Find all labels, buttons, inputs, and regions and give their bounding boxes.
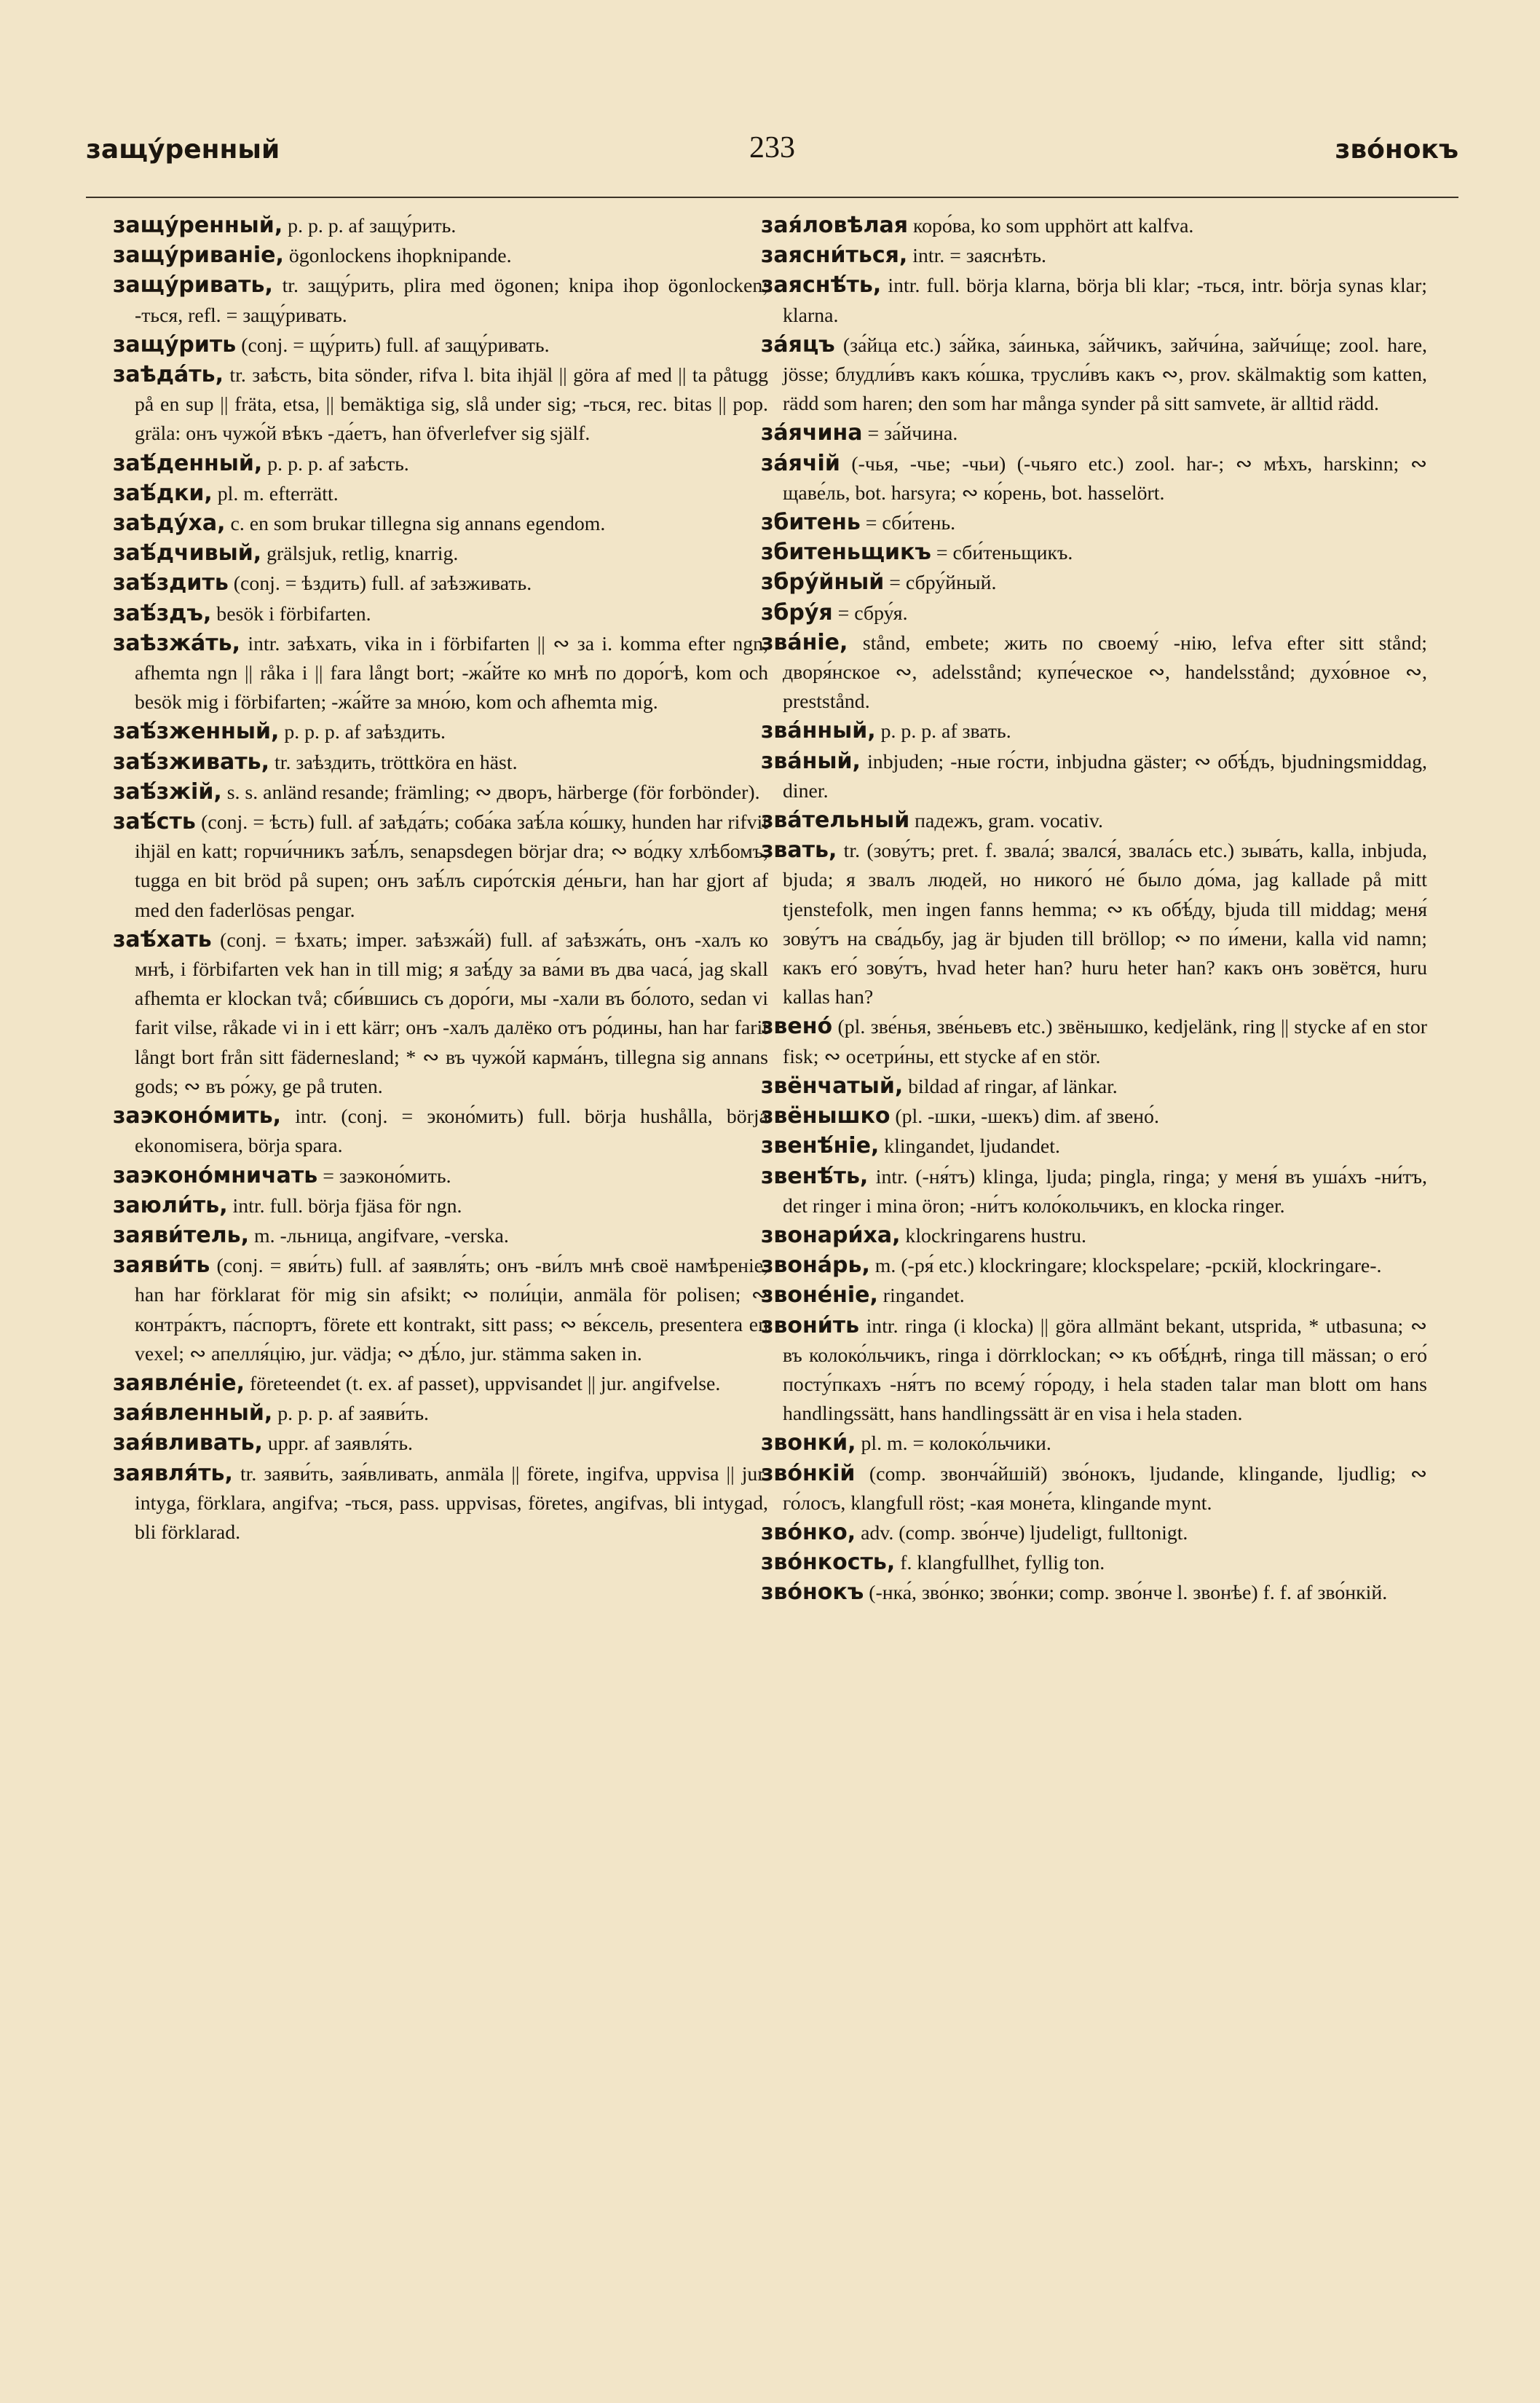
definition: pl. m. efterrätt. (212, 482, 339, 505)
dictionary-entry (761, 568, 1427, 598)
dictionary-entry (113, 748, 768, 778)
headword: звенѣ́ть, (761, 1163, 869, 1189)
left-guide-word: защу́ренный (86, 135, 280, 165)
headword: заэконо́мничать (113, 1162, 318, 1188)
definition: intr. full. börja fjäsa för ngn. (227, 1194, 462, 1218)
definition: s. s. anländ resande; främling; ∾ дворъ, härberge (för forbönder). (221, 781, 760, 804)
definition: (conj. = ѣсть) full. af заѣда́ть; соба́ка заѣ́ла ко́шку, hunden har rifvit ihjäl en katt; горчи́чникъ заѣ́лъ, senapsdegen börjar dra; ∾ во́дку хлѣбомъ, tugga en bit bröd på supen; онъ заѣ́лъ сиро́тскія де́ньги, han har gjort af med den faderlösas pengar. (135, 811, 768, 922)
headword: заявле́ніе, (113, 1370, 245, 1396)
dictionary-entry (113, 360, 768, 449)
headword: за́ячина (761, 420, 863, 446)
dictionary-entry (761, 271, 1427, 330)
headword: заѣ́здъ, (113, 600, 212, 626)
headword: звенѣ́ніе, (761, 1133, 880, 1159)
definition: tr. заяви́ть, зая́вливать, anmäla || förete, ingifva, uppvisa || jur. intyga, förklara, angifva; -ться, pass. uppvisas, företes, angifvas, bli intygad, bli förklarad. (135, 1462, 768, 1544)
definition: = за́йчина. (862, 422, 958, 446)
dictionary-entry (761, 1518, 1427, 1548)
headword: заѣ́зживать, (113, 749, 270, 775)
dictionary-entry (113, 1161, 768, 1191)
definition: (pl. -шки, -шекъ) dim. af звено́. (890, 1105, 1159, 1129)
dictionary-entry (761, 449, 1427, 508)
definition: tr. заѣздить, tröttköra en häst. (269, 751, 518, 774)
definition: ögonlockens ihopknipande. (283, 245, 512, 268)
right-guide-word: зво́нокъ (1335, 135, 1458, 165)
headword: звона́рь, (761, 1252, 870, 1279)
headword: зво́нкій (761, 1460, 856, 1486)
dictionary-entry (761, 1072, 1427, 1102)
dictionary-entry (113, 331, 768, 360)
dictionary-entry (113, 1251, 768, 1369)
dictionary-entry (761, 836, 1427, 1012)
page-number: 233 (749, 131, 795, 165)
definition: klingandet, ljudandet. (879, 1135, 1060, 1159)
headword: заэконо́мить, (113, 1103, 282, 1129)
headword: зво́нкость, (761, 1550, 896, 1576)
definition: stånd, embete; жить по своему́ -нію, lefva efter sitt stånd; дворя́нское ∾, adelsstånd; купе́ческое ∾, handelsstånd; духо́вное ∾, preststånd. (783, 631, 1427, 714)
definition: tr. защу́рить, plira med ögonen; knipa ihop ögonlocken; -ться, refl. = защу́ривать. (135, 275, 768, 327)
definition: intr. (conj. = эконо́мить) full. börja hushålla, börja ekonomisera, börja spara. (135, 1105, 768, 1158)
headword: защу́риваніе, (113, 242, 284, 269)
headword: зво́нко, (761, 1519, 856, 1545)
definition: (conj. = ѣхать; imper. заѣзжа́й) full. af заѣзжа́ть, онъ -халъ ко мнѣ, i förbifarten vek han in till mig; я заѣ́ду за ва́ми въ два часа́, jag skall afhemta er klockan två; сби́вшись съ доро́ги, мы -хали въ бо́лото, sedan vi farit vilse, råkade vi in i ett kärr; онъ -халъ далёко отъ ро́дины, han har farit långt bort från sitt fädernesland; * ∾ въ чужо́й карма́нъ, tillegna sig annans gods; ∾ въ ро́жу, ge på truten. (135, 928, 768, 1098)
headword: зва́тельный (761, 808, 910, 834)
headword: защу́ренный, (113, 213, 283, 238)
dictionary-entry (113, 211, 768, 241)
headword: заяви́тель, (113, 1222, 250, 1248)
definition: intr. = заяснѣть. (907, 245, 1047, 268)
right-column (761, 211, 1427, 1609)
headword: заѣ́зжій, (113, 778, 222, 805)
left-column (113, 211, 768, 1547)
headword: заѣ́здить (113, 570, 229, 596)
headword: заѣ́дчивый, (113, 540, 262, 567)
headword: заюли́ть, (113, 1192, 228, 1218)
definition: (pl. зве́нья, зве́ньевъ etc.) звёнышко, kedjelänk, ring || stycke af en stor fisk; ∾ осетри́ны, ett stycke af en stör. (783, 1016, 1427, 1068)
dictionary-entry (761, 717, 1427, 746)
headword: зво́нокъ (761, 1579, 864, 1606)
dictionary-entry (761, 419, 1427, 449)
headword: заявля́ть, (113, 1460, 233, 1486)
definition: = заэконо́мить. (317, 1164, 451, 1188)
dictionary-entry (113, 1399, 768, 1429)
headword: заѣ́денный, (113, 450, 263, 476)
dictionary-entry (761, 1132, 1427, 1161)
dictionary-entry (761, 508, 1427, 538)
headword: заяснѣ́ть, (761, 272, 882, 299)
headword: звено́ (761, 1014, 833, 1040)
headword: зая́вливать, (113, 1430, 263, 1456)
definition: intr. (-ня́тъ) klinga, ljuda; pingla, ringa; у меня́ въ уша́хъ -ни́тъ, det ringer i mina öron; -ни́тъ коло́кольчикъ, en klocka ringer. (783, 1165, 1427, 1218)
headword: заѣ́дки, (113, 480, 213, 506)
dictionary-entry (113, 629, 768, 718)
dictionary-entry (113, 808, 768, 926)
dictionary-entry (761, 747, 1427, 806)
headword: звони́ть (761, 1312, 860, 1338)
dictionary-entry (113, 926, 768, 1102)
headword: за́яцъ (761, 331, 835, 358)
dictionary-entry (761, 1251, 1427, 1281)
dictionary-entry (761, 1281, 1427, 1311)
headword: защу́ривать, (113, 272, 273, 299)
headword: звонки́, (761, 1430, 856, 1456)
definition: p. p. p. af заѣздить. (279, 721, 446, 744)
dictionary-entry (761, 806, 1427, 836)
headword: заясни́ться, (761, 242, 908, 269)
dictionary-entry (761, 599, 1427, 628)
headword: збру́йный (761, 569, 885, 596)
definition: p. p. p. af заяви́ть. (272, 1402, 430, 1426)
headword: збитеньщикъ (761, 540, 931, 566)
dictionary-entry (113, 717, 768, 747)
headword: звоне́ніе, (761, 1282, 878, 1309)
definition: bildad af ringar, af länkar. (903, 1075, 1118, 1098)
header-rule (86, 197, 1458, 198)
definition: ringandet. (877, 1285, 965, 1308)
dictionary-entry (761, 1459, 1427, 1518)
dictionary-entry (113, 569, 768, 599)
definition: grälsjuk, retlig, knarrig. (261, 542, 459, 566)
dictionary-entry (113, 479, 768, 509)
headword: заѣ́сть (113, 809, 196, 835)
headword: защу́рить (113, 331, 237, 358)
definition: m. -льница, angifvare, -verska. (249, 1224, 509, 1247)
headword: звёнчатый, (761, 1073, 904, 1099)
definition: (-нка́, зво́нко; зво́нки; comp. зво́нче l. звонѣе) f. f. af зво́нкій. (864, 1582, 1388, 1605)
definition: (conj. = щу́рить) full. af защу́ривать. (236, 334, 550, 357)
definition: besök i förbifarten. (211, 602, 371, 626)
dictionary-entry (761, 211, 1427, 241)
dictionary-entry (761, 1162, 1427, 1221)
headword: заѣзжа́ть, (113, 630, 241, 656)
definition: intr. заѣхать, vika in i förbifarten || ∾ за i. komma efter ngn, afhemta ngn || råka i || fara långt bort; -жа́йте ко мнѣ по доро́гѣ, kom och besök mig i förbifarten; -жа́йте за мно́ю, kom och afhemta mig. (135, 632, 768, 714)
dictionary-entry (113, 241, 768, 271)
headword: звонари́ха, (761, 1222, 901, 1248)
headword: звёнышко (761, 1103, 891, 1129)
definition: c. en som brukar tillegna sig annans egendom. (225, 513, 606, 536)
dictionary-entry (113, 539, 768, 569)
dictionary-entry (113, 1459, 768, 1548)
dictionary-entry (761, 1578, 1427, 1608)
dictionary-entry (113, 778, 768, 808)
headword: заѣду́ха, (113, 510, 226, 537)
dictionary-entry (761, 1102, 1427, 1132)
headword: заяви́ть (113, 1252, 210, 1279)
definition: коро́ва, ko som upphört att kalfva. (908, 215, 1194, 237)
definition: p. p. p. af звать. (875, 720, 1011, 743)
headword: заѣда́ть, (113, 362, 224, 388)
dictionary-entry (761, 1012, 1427, 1071)
dictionary-entry (113, 1429, 768, 1459)
dictionary-entry (761, 1548, 1427, 1578)
dictionary-entry (113, 599, 768, 629)
definition: p. p. p. af заѣсть. (262, 452, 409, 476)
definition: klockringarens hustru. (900, 1224, 1087, 1247)
dictionary-entry (113, 1102, 768, 1161)
definition: p. p. p. af защу́рить. (283, 215, 457, 237)
headword: зая́ловѣлая (761, 213, 909, 238)
headword: зая́вленный, (113, 1400, 273, 1427)
definition: (conj. = яви́ть) full. af заявля́ть; онъ -ви́лъ мнѣ своё намѣреніе, han har förklarat för mig sin afsikt; ∾ поли́ціи, anmäla för polisen; ∾ контра́ктъ, па́спортъ, förete ett kontrakt, sitt pass; ∾ ве́ксель, presentera en vexel; ∾ апелля́цію, jur. vädja; ∾ дѣ́ло, jur. stämma saken in. (135, 1255, 768, 1365)
headword: зва́ніе, (761, 629, 848, 655)
definition: = сбру́йный. (884, 572, 997, 595)
definition: = сби́тень. (860, 512, 956, 535)
headword: зва́ный, (761, 748, 861, 774)
dictionary-entry (761, 1311, 1427, 1429)
definition: intr. ringa (i klocka) || göra allmänt bekant, utsprida, * utbasuna; ∾ въ колоко́льчикъ, ringa i dörrklockan; ∾ къ обѣ́днѣ, ringa till mässan; о его́ посту́пкахъ -ня́тъ по всему́ го́роду, i hela staden talar man blott om hans handlingssätt, hans handlingssätt är en visa i hela staden. (783, 1314, 1427, 1426)
definition: uppr. af заявля́ть. (262, 1432, 414, 1456)
headword: збитень (761, 510, 861, 536)
definition: tr. заѣсть, bita sönder, rifva l. bita ihjäl || göra af med || ta påtugg på en sup || fräta, etsa, || bemäktiga sig, slå under sig; -ться, rec. bitas || pop. gräla: онъ чужо́й вѣкъ -да́етъ, han öfverlefver sig själf. (135, 364, 768, 446)
definition: (conj. = ѣздить) full. af заѣзживать. (228, 572, 532, 596)
dictionary-entry (761, 241, 1427, 271)
dictionary-entry (761, 1429, 1427, 1459)
definition: inbjuden; -ные го́сти, inbjudna gäster; ∾ обѣ́дъ, bjudningsmiddag, diner. (783, 750, 1427, 802)
dictionary-entry (113, 509, 768, 539)
headword: заѣ́зженный, (113, 719, 280, 745)
dictionary-entry (113, 449, 768, 479)
headword: збру́я (761, 599, 833, 626)
definition: adv. (comp. зво́нче) ljudeligt, fulltonigt. (856, 1521, 1188, 1544)
definition: intr. full. börja klarna, börja bli klar; -ться, intr. börja synas klar; klarna. (783, 275, 1427, 327)
definition: m. (-ря́ etc.) klockringare; klockspelare; -рскій, klockringare-. (869, 1255, 1382, 1278)
dictionary-entry (113, 1191, 768, 1221)
definition: = сбру́я. (832, 601, 908, 625)
dictionary-entry (113, 1369, 768, 1399)
dictionary-entry (761, 331, 1427, 419)
dictionary-entry (761, 538, 1427, 568)
definition: падежъ, gram. vocativ. (909, 810, 1103, 833)
headword: звать, (761, 837, 837, 864)
headword: за́ячій (761, 450, 840, 476)
definition: företeendet (t. ex. af passet), uppvisandet || jur. angifvelse. (245, 1372, 721, 1395)
definition: (за́йца etc.) за́йка, за́инька, за́йчикъ, зайчи́на, зайчи́ще; zool. hare, jösse; блудли́въ какъ ко́шка, трусли́въ какъ ∾, prov. skälmaktig som katten, rädd som haren; den som har många synder på sitt samvete, är alltid rädd. (783, 334, 1427, 416)
definition: = сби́теньщикъ. (931, 542, 1073, 565)
dictionary-entry (761, 1221, 1427, 1251)
dictionary-entry (113, 1221, 768, 1251)
definition: pl. m. = колоко́льчики. (856, 1432, 1051, 1456)
definition: (comp. звонча́йшій) зво́нокъ, ljudande, klingande, ljudlig; ∾ го́лосъ, klangfull röst; -кая моне́та, klingande mynt. (783, 1462, 1427, 1515)
headword: зва́нный, (761, 718, 876, 744)
definition: (-чья, -чье; -чьи) (-чьяго etc.) zool. har-; ∾ мѣхъ, harskinn; ∾ щаве́ль, bot. harsyra; ∾ ко́рень, bot. hasselört. (783, 452, 1427, 505)
definition: f. klangfullhet, fyllig ton. (895, 1552, 1105, 1575)
headword: заѣ́хать (113, 926, 212, 952)
running-head (86, 131, 1458, 178)
dictionary-entry (761, 628, 1427, 717)
definition: tr. (зову́тъ; pret. f. звала́; звался́, звала́сь etc.) зыва́ть, kalla, inbjuda, bjuda; я звалъ людей, но никого́ не́ было до́ма, jag kallade på mitt tjenstefolk, men ingen fanns hemma; ∾ къ обѣ́ду, bjuda till middag; меня́ зову́тъ на сва́дьбу, jag är bjuden till bröllop; ∾ по и́мени, kalla vid namn; какъ его́ зову́тъ, hvad heter han? huru heter han? какъ онъ зовётся, huru kallas han? (783, 840, 1427, 1009)
dictionary-entry (113, 271, 768, 330)
